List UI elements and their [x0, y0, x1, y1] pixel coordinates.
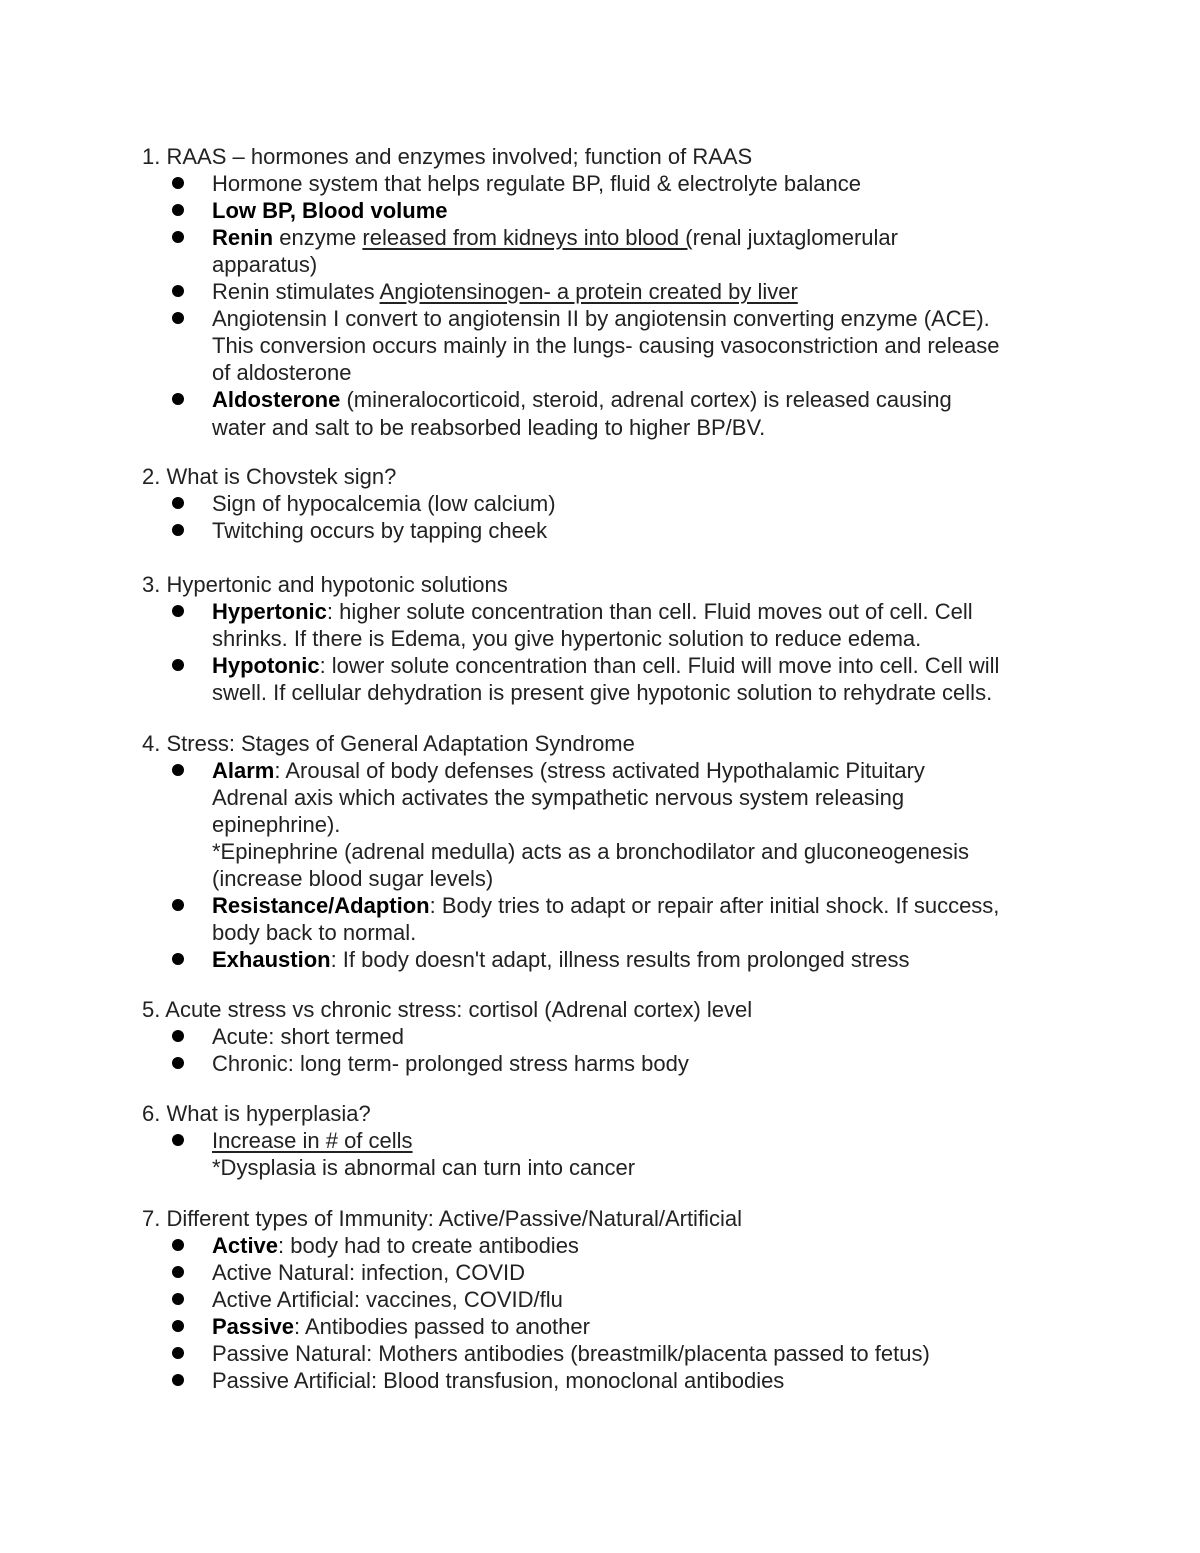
bullet-text: Aldosterone (mineralocorticoid, steroid, adrenal cortex) is released causing	[212, 387, 952, 412]
section-title: Acute stress vs chronic stress: cortisol (Adrenal cortex) level	[165, 997, 753, 1022]
section-number: 3.	[142, 572, 161, 597]
bullet-continuation: *Dysplasia is abnormal can turn into cancer	[212, 1155, 636, 1180]
bullet-dot	[172, 1347, 184, 1359]
bullet-continuation: epinephrine).	[212, 812, 341, 837]
bullet-text: Passive Natural: Mothers antibodies (breastmilk/placenta passed to fetus)	[212, 1341, 930, 1366]
bullet-text: Increase in # of cells	[212, 1128, 413, 1153]
bullet-dot	[172, 1134, 184, 1146]
section-heading	[142, 143, 752, 170]
section-heading	[142, 1205, 742, 1232]
bullet-continuation: Adrenal axis which activates the sympathetic nervous system releasing	[212, 785, 905, 810]
bullet-continuation: water and salt to be reabsorbed leading to higher BP/BV.	[212, 415, 766, 440]
bullet-text: Passive: Antibodies passed to another	[212, 1314, 590, 1339]
bullet-dot	[172, 231, 184, 243]
bullet-dot	[172, 1266, 184, 1278]
section-number: 6.	[142, 1101, 161, 1126]
bullet-continuation: This conversion occurs mainly in the lungs- causing vasoconstriction and release	[212, 333, 1000, 358]
bullet-continuation: (increase blood sugar levels)	[212, 866, 494, 891]
bullet-dot	[172, 953, 184, 965]
bullet-dot	[172, 1374, 184, 1386]
bullet-text: Low BP, Blood volume	[212, 198, 448, 223]
bullet-continuation: apparatus)	[212, 252, 318, 277]
bullet-text: Passive Artificial: Blood transfusion, monoclonal antibodies	[212, 1368, 785, 1393]
section-number: 5.	[142, 997, 161, 1022]
bullet-dot	[172, 899, 184, 911]
bullet-dot	[172, 524, 184, 536]
section-title: RAAS – hormones and enzymes involved; function of RAAS	[166, 144, 753, 169]
bullet-text: Hormone system that helps regulate BP, fluid & electrolyte balance	[212, 171, 861, 196]
bullet-continuation: swell. If cellular dehydration is present give hypotonic solution to rehydrate cells.	[212, 680, 993, 705]
bullet-continuation: shrinks. If there is Edema, you give hypertonic solution to reduce edema.	[212, 626, 922, 651]
bullet-text: Active Natural: infection, COVID	[212, 1260, 526, 1285]
bullet-continuation: *Epinephrine (adrenal medulla) acts as a bronchodilator and gluconeogenesis	[212, 839, 970, 864]
bullet-dot	[172, 1030, 184, 1042]
section-heading	[142, 996, 752, 1023]
section-title: Stress: Stages of General Adaptation Syndrome	[166, 731, 635, 756]
bullet-dot	[172, 659, 184, 671]
bullet-text: Resistance/Adaption: Body tries to adapt or repair after initial shock. If success,	[212, 893, 1000, 918]
bullet-text: Hypotonic: lower solute concentration than cell. Fluid will move into cell. Cell will	[212, 653, 1000, 678]
section-number: 7.	[142, 1206, 161, 1231]
bullet-text: Renin enzyme released from kidneys into blood (renal juxtaglomerular	[212, 225, 898, 250]
bullet-text: Active: body had to create antibodies	[212, 1233, 579, 1258]
bullet-text: Alarm: Arousal of body defenses (stress activated Hypothalamic Pituitary	[212, 758, 925, 783]
bullet-dot	[172, 1239, 184, 1251]
section-number: 2.	[142, 464, 161, 489]
bullet-dot	[172, 285, 184, 297]
bullet-dot	[172, 204, 184, 216]
section-title: What is hyperplasia?	[166, 1101, 371, 1126]
section-number: 4.	[142, 731, 161, 756]
section-title: What is Chovstek sign?	[166, 464, 397, 489]
bullet-dot	[172, 393, 184, 405]
bullet-dot	[172, 497, 184, 509]
bullet-continuation: body back to normal.	[212, 920, 417, 945]
bullet-text: Exhaustion: If body doesn't adapt, illness results from prolonged stress	[212, 947, 910, 972]
bullet-text: Sign of hypocalcemia (low calcium)	[212, 491, 556, 516]
bullet-continuation: of aldosterone	[212, 360, 352, 385]
bullet-dot	[172, 764, 184, 776]
bullet-dot	[172, 312, 184, 324]
bullet-text: Chronic: long term- prolonged stress harms body	[212, 1051, 689, 1076]
bullet-text: Twitching occurs by tapping cheek	[212, 518, 548, 543]
section-title: Hypertonic and hypotonic solutions	[166, 572, 508, 597]
section-heading	[142, 571, 508, 598]
section-heading	[142, 463, 396, 490]
bullet-dot	[172, 177, 184, 189]
bullet-dot	[172, 1057, 184, 1069]
section-number: 1.	[142, 144, 161, 169]
bullet-dot	[172, 1293, 184, 1305]
bullet-text: Renin stimulates Angiotensinogen- a protein created by liver	[212, 279, 798, 304]
bullet-text: Angiotensin I convert to angiotensin II by angiotensin converting enzyme (ACE).	[212, 306, 990, 331]
bullet-dot	[172, 1320, 184, 1332]
section-title: Different types of Immunity: Active/Passive/Natural/Artificial	[166, 1206, 742, 1231]
bullet-text: Acute: short termed	[212, 1024, 404, 1049]
bullet-text: Hypertonic: higher solute concentration than cell. Fluid moves out of cell. Cell	[212, 599, 973, 624]
section-heading	[142, 1100, 371, 1127]
bullet-dot	[172, 605, 184, 617]
bullet-text: Active Artificial: vaccines, COVID/flu	[212, 1287, 563, 1312]
section-heading	[142, 730, 635, 757]
